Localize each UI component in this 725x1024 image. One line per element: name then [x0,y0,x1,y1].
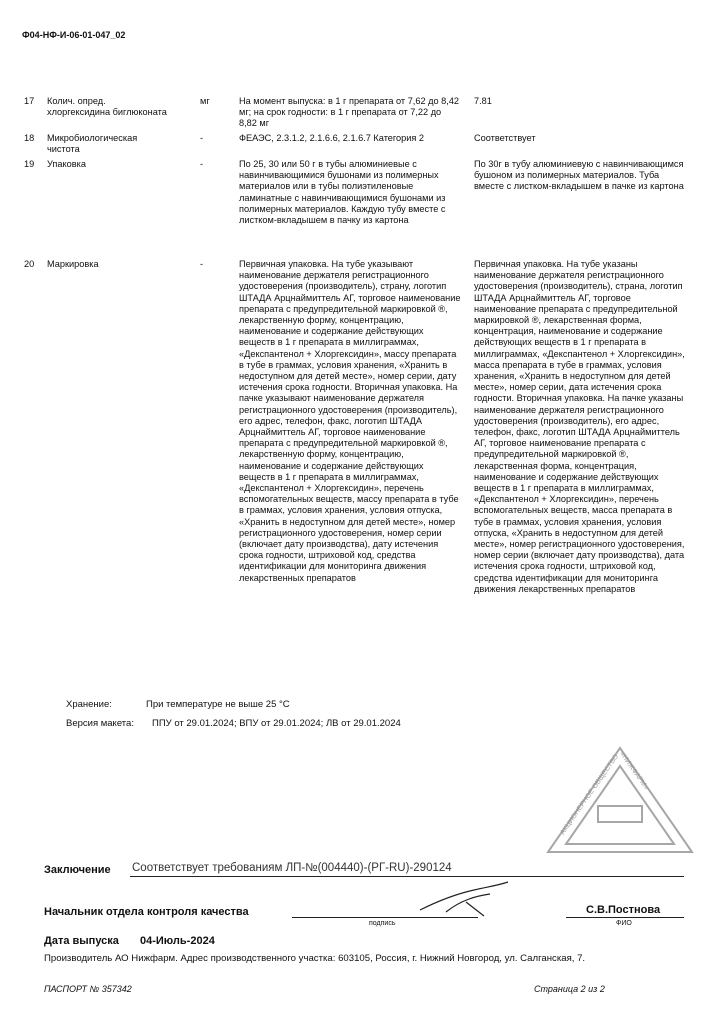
producer-info: Производитель АО Нижфарм. Адрес производственного участка: 603105, Россия, г. Нижний Новгород, ул. Салганская, 7. [44,953,586,964]
row-result: Первичная упаковка. На тубе указаны наименование держателя регистрационного удостоверения (производитель), страна, логотип ШТАДА Арцнаймиттель АГ, торговое наименование препарата с предупредительной маркировкой ®, лекарственная форма, концентрация, наименование и содержание действующих веществ в 1 г препарата в миллиграммах, «Декспантенол + Хлоргексидин», масса препарата в тубе в граммах, условия хранения, «Хранить в недоступном для детей месте», номер серии, дата истечения срока годности. Вторичная упаковка. На пачке указаны наименование держателя регистрационного удостоверения (производитель), его адрес, телефон, факс, логотип ШТАДА Арцнаймиттель АГ, торговое наименование препарата с предупредительной маркировкой ®, лекарственная форма, концентрация, наименование и содержание действующих веществ в 1 г препарата в миллиграммах, «Декспантенол + Хлоргексидин», перечень вспомогательных веществ, масса препарата в тубе в граммах, условия хранения, условия отпуска, «Хранить в недоступном для детей месте», номер регистрационного удостоверения, номер серии (включает дату производства), дата истечения срока годности, штриховой код, средства идентификации для мониторинга движения лекарственных препаратов [474,259,685,594]
signature-caption: подпись [369,920,396,927]
issue-date: 04-Июль-2024 [140,935,215,947]
signer-name: С.В.Постнова [586,904,661,916]
passport-number: ПАСПОРТ № 357342 [44,984,132,994]
storage-text: При температуре не выше 25 °С [146,699,290,710]
conclusion-underline [130,876,684,877]
row-parameter: Микробиологическая чистота [47,133,138,155]
row-norm: На момент выпуска: в 1 г препарата от 7,62 до 8,42 мг; на срок годности: в 1 г препарата от 7,22 до 8,82 мг [239,96,460,129]
row-unit: - [200,159,204,169]
conclusion-text: Соответствует требованиям ЛП-№(004440)-(РГ-RU)-290124 [132,862,452,874]
row-number: 18 [24,133,35,143]
row-unit: - [200,133,204,143]
fio-caption: ФИО [616,920,632,927]
storage-label: Хранение: [66,699,112,710]
row-unit: мг [200,96,210,106]
conclusion-label: Заключение [44,864,111,876]
row-norm: По 25, 30 или 50 г в тубы алюминиевые с навинчивающимися бушонами из полимерных материалов или в тубы полиэтиленовые ламинатные с навинчивающимися бушонами из полимерных материалов. Каждую тубу вместе с листком-вкладышем в пачку из картона [239,159,446,226]
row-norm: Первичная упаковка. На тубе указывают наименование держателя регистрационного удостоверения (производитель), страну, логотип ШТАДА Арцнаймиттель АГ, торговое наименование препарата с предупредительной маркировкой ®, лекарственную форму, концентрацию, наименование и содержание действующих веществ в 1 г препарата в миллиграммах, «Декспантенол + Хлоргексидин», массу препарата в тубе в граммах, условия хранения, «Хранить в недоступном для детей месте», номер серии, дату истечения срока годности. Вторичная упаковка. На пачке указывают наименование держателя регистрационного удостоверения (производитель), его адрес, телефон, факс, логотип ШТАДА Арцнаймиттель АГ, торговое наименование препарата с предупредительной маркировкой ®, лекарственную форму, концентрацию, наименование и содержание действующих веществ в 1 г препарата в миллиграммах, «Декспантенол + Хлоргексидин», перечень вспомогательных веществ, массу препарата в тубе в граммах, условия хранения, условия отпуска, «Хранить в недоступном для детей месте», номер регистрационного удостоверения, номер серии (включает дату производства), дату истечения срока годности, штриховой код, средства идентификации для мониторинга движения лекарственных препаратов [239,259,461,583]
stamp-text: АКЦИОНЕРНОЕ ОБЩЕСТВО «НИЖФАРМ» [559,750,650,837]
position-title: Начальник отдела контроля качества [44,906,249,918]
company-stamp [540,740,700,860]
row-parameter: Упаковка [47,159,86,169]
row-result: По 30г в тубу алюминиевую с навинчивающимся бушоном из полимерных материалов. Туба вместе с листком-вкладышем в пачке из картона [474,159,684,192]
signature-line [292,917,478,918]
version-label: Версия макета: [66,718,134,729]
row-parameter: Маркировка [47,259,99,269]
fio-line [566,917,684,918]
svg-text:АКЦИОНЕРНОЕ ОБЩЕСТВО «НИЖФАРМ» [559,751,649,837]
row-number: 20 [24,259,35,269]
handwritten-signature [416,872,516,922]
issue-date-label: Дата выпуска [44,935,119,947]
page-number: Страница 2 из 2 [534,984,605,994]
row-result: Соответствует [474,133,536,143]
row-parameter: Колич. опред. хлоргексидина биглюконата [47,96,167,118]
form-code: Ф04-НФ-И-06-01-047_02 [22,30,126,40]
row-norm: ФЕАЭС, 2.3.1.2, 2.1.6.6, 2.1.6.7 Категория 2 [239,133,425,143]
row-number: 17 [24,96,35,106]
version-text: ППУ от 29.01.2024; ВПУ от 29.01.2024; ЛВ от 29.01.2024 [152,718,401,729]
row-unit: - [200,259,204,269]
row-number: 19 [24,159,35,169]
row-result: 7.81 [474,96,492,106]
